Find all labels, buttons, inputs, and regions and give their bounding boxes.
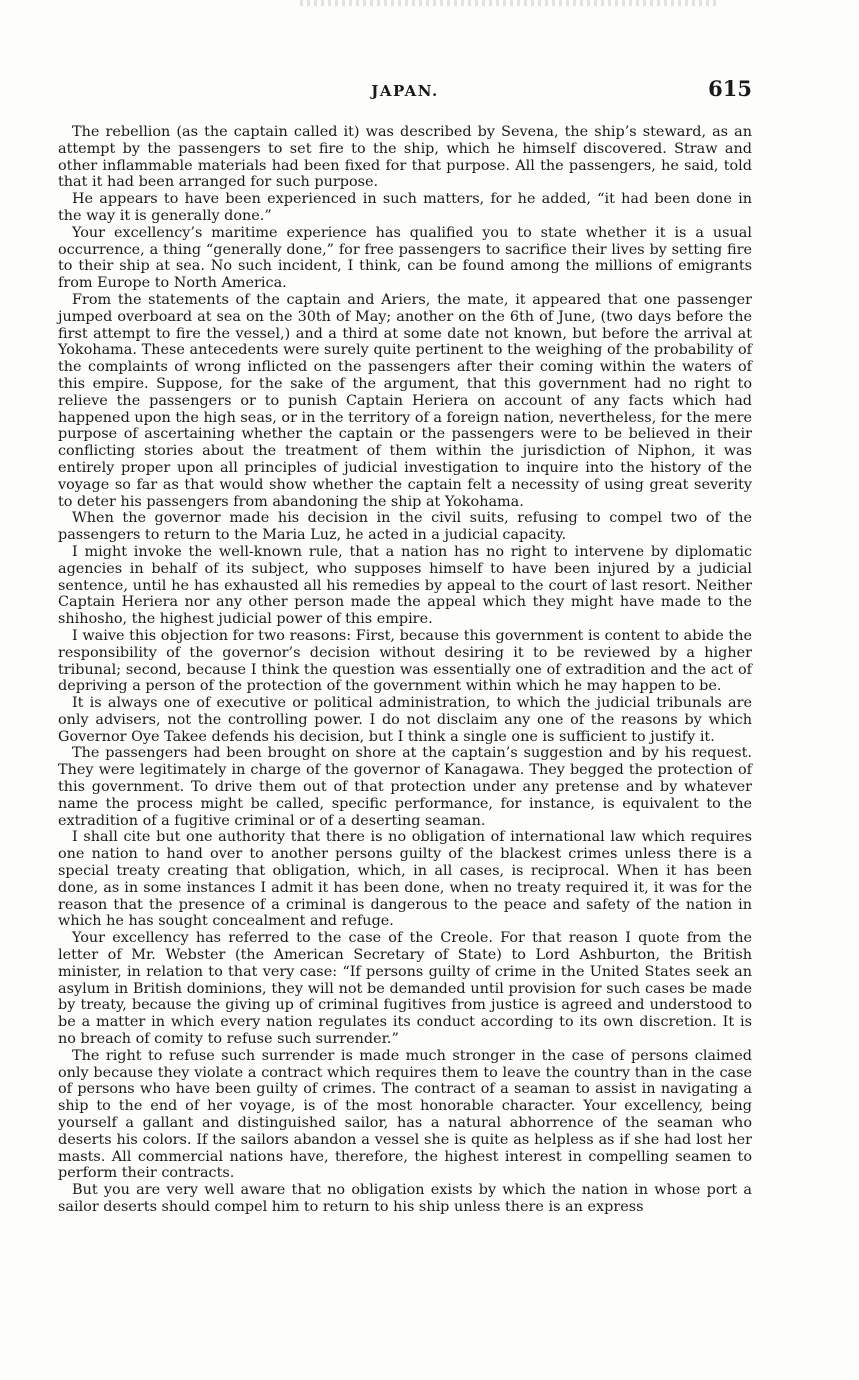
paragraph: He appears to have been experienced in such matters, for he added, “it had been done in the way it is generally done.”	[58, 191, 752, 224]
paragraph: I shall cite but one authority that there is no obligation of international law which requires one nation to hand over to another persons guilty of the blackest crimes unless there is a special treaty creating that obligation, which, in all cases, is reciprocal. When it has been done, as in some instances I admit it has been done, when no treaty required it, it was for the reason that the presence of a criminal is dangerous to the peace and safety of the nation in which he has sought concealment and refuge.	[58, 829, 752, 930]
paragraph: When the governor made his decision in the civil suits, refusing to compel two of the passengers to return to the Maria Luz, he acted in a judicial capacity.	[58, 510, 752, 544]
paragraph: But you are very well aware that no obligation exists by which the nation in whose port a sailor deserts should compel him to return to his ship unless there is an express	[58, 1182, 752, 1215]
page-header	[58, 76, 752, 106]
paragraph: The passengers had been brought on shore at the captain’s suggestion and by his request. They were legitimately in charge of the governor of Kanagawa. They begged the protection of this government. To drive them out of that protection under any pretense and by whatever name the process might be called, specific performance, for instance, is equivalent to the extradition of a fugitive criminal or of a deserting seaman.	[58, 745, 752, 829]
paragraph: I might invoke the well-known rule, that a nation has no right to intervene by diplomatic agencies in behalf of its subject, who supposes himself to have been injured by a judicial sentence, until he has exhausted all his remedies by appeal to the court of last resort. Neither Captain Heriera nor any other person made the appeal which they might have made to the shihosho, the highest judicial power of this empire.	[58, 543, 752, 628]
paragraph: From the statements of the captain and Ariers, the mate, it appeared that one passenger jumped overboard at sea on the 30th of May; another on the 6th of June, (two days before the first attempt to fire the vessel,) and a third at some date not known, but before the arrival at Yokohama. These antecedents were surely quite pertinent to the weighing of the probability of the complaints of wrong inflicted on the passengers after their coming within the waters of this empire. Suppose, for the sake of the argument, that this government had no right to relieve the passengers or to punish Captain Heriera on account of any facts which had happened upon the high seas, or in the territory of a foreign nation, nevertheless, for the mere purpose of ascertaining whether the captain or the passengers were to be believed in their conflicting stories about the treatment of them within the jurisdiction of Niphon, it was entirely proper upon all principles of judicial investigation to inquire into the history of the voyage so far as that would show whether the captain felt a necessity of using great severity to deter his passengers from abandoning the ship at Yokohama.	[58, 291, 752, 510]
paragraph: It is always one of executive or political administration, to which the judicial tribunals are only advisers, not the controlling power. I do not disclaim any one of the reasons by which Governor Oye Takee defends his decision, but I think a single one is sufficient to justify it.	[58, 695, 752, 745]
running-title: JAPAN.	[371, 82, 439, 100]
body-text	[58, 124, 752, 1216]
paragraph: I waive this objection for two reasons: First, because this government is content to abide the responsibility of the governor’s decision without desiring it to be reviewed by a higher tribunal; second, because I think the question was essentially one of extradition and the act of depriving a person of the protection of the government within which he may happen to be.	[58, 627, 752, 695]
paragraph: The rebellion (as the captain called it) was described by Sevena, the ship’s steward, as an attempt by the passengers to set fire to the ship, which he himself discovered. Straw and other inflammable materials had been fixed for that purpose. All the passengers, he said, told that it had been arranged for such purpose.	[58, 124, 752, 191]
paragraph: Your excellency has referred to the case of the Creole. For that reason I quote from the letter of Mr. Webster (the American Secretary of State) to Lord Ashburton, the British minister, in relation to that very case: “If persons guilty of crime in the United States seek an asylum in British dominions, they will not be demanded until provision for such cases be made by treaty, because the giving up of criminal fugitives from justice is agreed and understood to be a matter in which every nation regulates its conduct according to its own discretion. It is no breach of comity to refuse such surrender.”	[58, 930, 752, 1048]
page-number: 615	[708, 76, 752, 101]
paragraph: Your excellency’s maritime experience has qualified you to state whether it is a usual occurrence, a thing “generally done,” for free passengers to sacrifice their lives by setting fire to their ship at sea. No such incident, I think, can be found among the millions of emigrants from Europe to North America.	[58, 224, 752, 292]
scan-edge-artifact	[300, 0, 720, 6]
paragraph: The right to refuse such surrender is made much stronger in the case of persons claimed only because they violate a contract which requires them to leave the country than in the case of persons who have been guilty of crimes. The contract of a seaman to assist in navigating a ship to the end of her voyage, is of the most honorable character. Your excellency, being yourself a gallant and distinguished sailor, has a natural abhorrence of the seaman who deserts his colors. If the sailors abandon a vessel she is quite as helpless as if she had lost her masts. All commercial nations have, therefore, the highest interest in compelling seamen to perform their contracts.	[58, 1047, 752, 1182]
